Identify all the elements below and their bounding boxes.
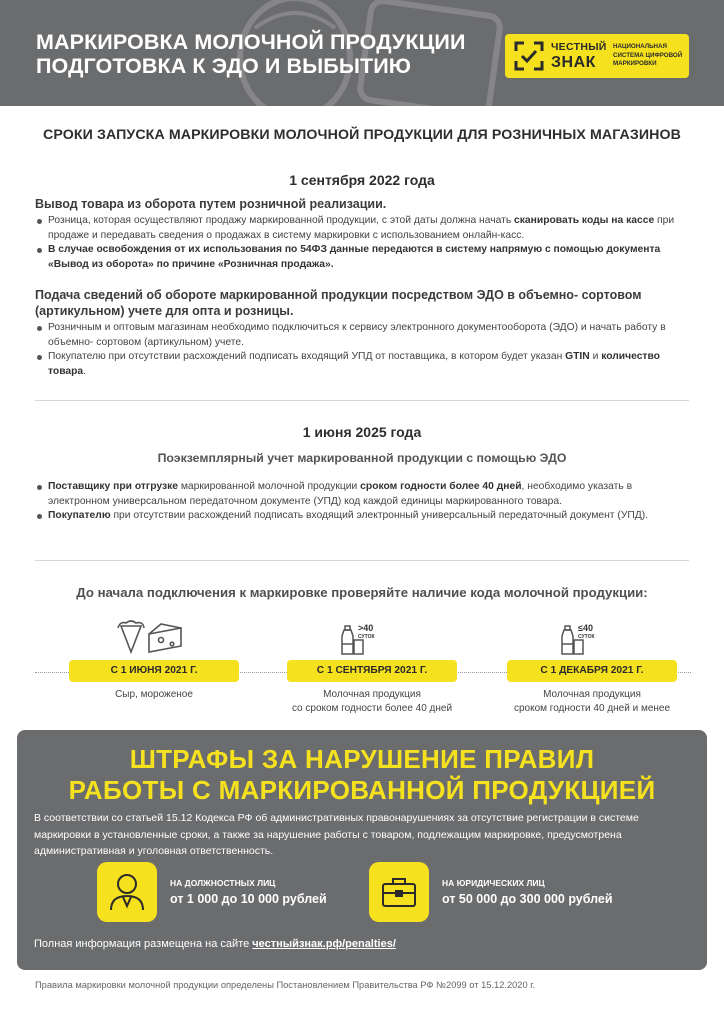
check-code-title: До начала подключения к маркировке проверяйте наличие кода молочной продукции: [76, 585, 648, 600]
edo-volume-list [35, 321, 691, 379]
edo-volume-block [35, 287, 691, 379]
divider [35, 400, 689, 401]
fines-description: В соответствии со статьей 15.12 Кодекса РФ об административных правонарушениях за отсутствие регистрации в системе маркировки в установленные сроки, а также за нарушение работы с товаром, подлежащим маркировке, предусмотрена административная и уголовная ответственность. [34, 812, 639, 857]
retail-withdrawal-block [35, 196, 691, 272]
date2-title: 1 июня 2025 года [302, 424, 422, 440]
shelf-life-badge: >40 [358, 623, 374, 633]
timeline-desc-line: Молочная продукция [543, 689, 641, 700]
list-item-text: при отсутствии расхождений подписать входящий электронный универсальный передаточный документ (УПД). [110, 510, 649, 521]
header-banner [0, 0, 724, 106]
legal-entities-amount: от 50 000 до 300 000 рублей [442, 892, 613, 906]
date1-title: 1 сентября 2022 года [289, 172, 435, 188]
list-item-text: Покупателю при отсутствии расхождений подписать входящий УПД от поставщика, в котором будет указан [48, 351, 566, 362]
more-info [34, 938, 396, 950]
retail-withdrawal-list [35, 214, 691, 272]
fines-title-line1: ШТРАФЫ ЗА НАРУШЕНИЕ ПРАВИЛ [129, 744, 595, 774]
list-item [35, 243, 691, 272]
list-item-bold: Покупателю [48, 510, 111, 521]
list-item [35, 480, 691, 509]
milk-bottle-icon [287, 620, 457, 656]
list-item-bold: сканировать коды на кассе [514, 215, 655, 226]
more-info-text: Полная информация размещена на сайте [34, 938, 253, 950]
list-item-bold: В случае освобождения от их использования по 54ФЗ данные передаются в систему напрямую с помощью документа «Вывод из оборота» по причине «Розничная продажа». [48, 244, 661, 270]
list-item-text: Розничным и оптовым магазинам необходимо подключиться к сервису электронного документооборота (ЭДО) и начать работу в объемно- сортовом (артикульном) учете. [48, 322, 666, 348]
list-item-bold: GTIN [565, 351, 590, 362]
list-item-text: , необходимо указать в электронном универсальном передаточном документе (УПД) код каждой единицы маркированного товара. [48, 481, 633, 507]
edo-volume-heading: Подача сведений об обороте маркированной продукции посредством ЭДО в объемно- сортовом (артикульном) учете для опта и розницы. [35, 288, 642, 318]
divider [35, 560, 689, 561]
briefcase-icon [369, 862, 429, 922]
milk-bottle-icon [507, 620, 677, 656]
logo-brand [551, 40, 607, 71]
officials-amount: от 1 000 до 10 000 рублей [170, 892, 327, 906]
list-item-text: . [83, 365, 87, 377]
timeline-desc-line: Сыр, мороженое [115, 689, 193, 700]
fines-title [17, 744, 707, 806]
item-level-block [35, 478, 691, 524]
logo-sub-line2: СИСТЕМА ЦИФРОВОЙ [613, 51, 683, 59]
officials-label: НА ДОЛЖНОСТНЫХ ЛИЦ [170, 878, 276, 888]
timeline-description [49, 688, 259, 702]
timeline-description [267, 688, 477, 716]
list-item-text: и [589, 351, 602, 362]
date2-subtitle: Поэкземплярный учет маркированной продукции с помощью ЭДО [157, 451, 567, 465]
shelf-life-unit: СУТОК [358, 634, 375, 640]
logo-brand-line1: ЧЕСТНЫЙ [551, 41, 607, 53]
list-item-text: Розница, которая осуществляют продажу маркированной продукции, с этой даты должна начать [48, 215, 515, 226]
logo-mark-icon [513, 40, 545, 72]
page-title-line1: МАРКИРОВКА МОЛОЧНОЙ ПРОДУКЦИИ [36, 30, 466, 54]
fines-panel [17, 730, 707, 970]
legal-entities-label: НА ЮРИДИЧЕСКИХ ЛИЦ [442, 878, 545, 888]
section-title: СРОКИ ЗАПУСКА МАРКИРОВКИ МОЛОЧНОЙ ПРОДУКЦИИ ДЛЯ РОЗНИЧНЫХ МАГАЗИНОВ [43, 127, 681, 143]
official-person-icon [97, 862, 157, 922]
logo-sub-line1: НАЦИОНАЛЬНАЯ [613, 43, 667, 50]
timeline-date-pill: С 1 ДЕКАБРЯ 2021 Г. [507, 660, 677, 682]
page-title [36, 30, 466, 78]
logo-subtitle [613, 43, 682, 69]
list-item-bold: количество товара [48, 351, 660, 377]
list-item [35, 350, 691, 379]
list-item-text: при продаже и передавать сведения о продажах в систему маркировки с использованием онлайн-касс. [48, 215, 675, 241]
list-item-bold: сроком годности более 40 дней [360, 481, 522, 492]
chestny-znak-logo [505, 34, 689, 78]
timeline-desc-line: со сроком годности более 40 дней [291, 703, 453, 714]
timeline-description [487, 688, 697, 716]
cheese-icecream-icon [69, 620, 239, 656]
timeline-desc-line: сроком годности 40 дней и менее [513, 703, 671, 714]
timeline-date-pill: С 1 ИЮНЯ 2021 Г. [69, 660, 239, 682]
shelf-life-unit: СУТОК [578, 634, 595, 640]
footnote: Правила маркировки молочной продукции определены Постановлением Правительства РФ №2099 от 15.12.2020 г. [35, 980, 536, 990]
list-item [35, 214, 691, 243]
list-item [35, 321, 691, 350]
list-item-bold: Поставщику при отгрузке [48, 481, 178, 492]
page-title-line2: ПОДГОТОВКА К ЭДО И ВЫБЫТИЮ [36, 54, 412, 78]
penalties-link[interactable]: честныйзнак.рф/penalties/ [252, 938, 396, 950]
item-level-list [35, 480, 691, 524]
logo-sub-line3: МАРКИРОВКИ [613, 60, 657, 67]
timeline-date-pill: С 1 СЕНТЯБРЯ 2021 Г. [287, 660, 457, 682]
timeline-desc-line: Молочная продукция [323, 689, 421, 700]
retail-withdrawal-heading: Вывод товара из оборота путем розничной реализации. [35, 197, 387, 211]
shelf-life-badge: ≤40 [578, 623, 593, 633]
logo-brand-line2: ЗНАК [551, 54, 596, 71]
list-item [35, 509, 691, 524]
list-item-text: маркированной молочной продукции [177, 481, 361, 492]
fines-title-line2: РАБОТЫ С МАРКИРОВАННОЙ ПРОДУКЦИЕЙ [68, 775, 656, 805]
